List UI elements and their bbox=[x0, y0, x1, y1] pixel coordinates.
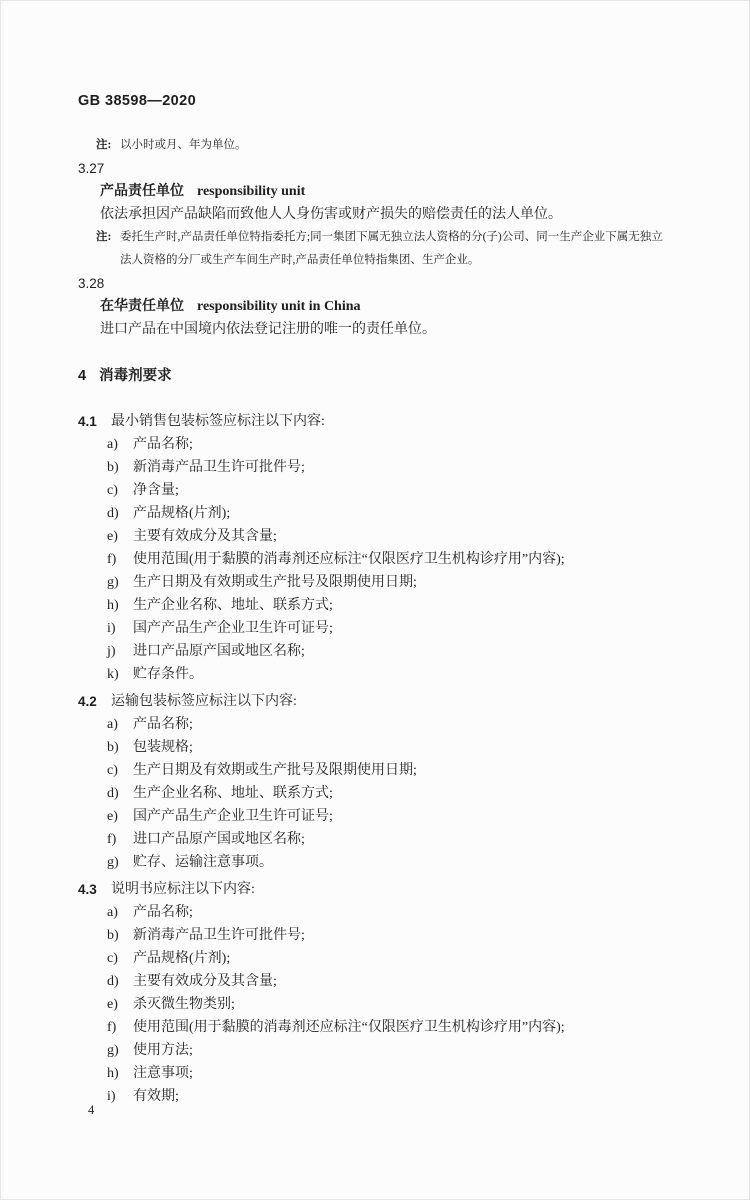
clause-heading bbox=[78, 878, 678, 901]
list-item bbox=[107, 901, 678, 924]
note-label: 注: bbox=[96, 231, 112, 243]
item-text: 产品名称; bbox=[133, 717, 193, 732]
item-text: 产品规格(片剂); bbox=[133, 506, 231, 521]
item-letter: i) bbox=[107, 1089, 116, 1104]
item-letter: a) bbox=[107, 905, 118, 920]
list-item bbox=[107, 828, 678, 851]
clause-item-list bbox=[78, 433, 678, 686]
term-title-en: responsibility unit bbox=[197, 184, 306, 199]
item-text: 使用范围(用于黏膜的消毒剂还应标注“仅限医疗卫生机构诊疗用”内容); bbox=[133, 552, 565, 567]
term-title-en: responsibility unit in China bbox=[197, 299, 361, 314]
clause-number: 4.1 bbox=[78, 414, 97, 429]
item-letter: e) bbox=[107, 997, 118, 1012]
note-label: 注: bbox=[96, 139, 112, 151]
item-letter: b) bbox=[107, 928, 119, 943]
list-item bbox=[107, 456, 678, 479]
list-item bbox=[107, 782, 678, 805]
list-item bbox=[107, 663, 678, 686]
item-letter: d) bbox=[107, 974, 119, 989]
list-item bbox=[107, 924, 678, 947]
item-text: 生产日期及有效期或生产批号及限期使用日期; bbox=[133, 575, 417, 590]
term-title-328 bbox=[100, 295, 678, 318]
item-letter: c) bbox=[107, 483, 118, 498]
term-number-327: 3.27 bbox=[78, 161, 105, 176]
list-item bbox=[107, 479, 678, 502]
item-text: 有效期; bbox=[133, 1089, 179, 1104]
list-item bbox=[107, 759, 678, 782]
clause-item-list bbox=[78, 713, 678, 874]
clause-item-list bbox=[78, 901, 678, 1108]
item-text: 主要有效成分及其含量; bbox=[133, 529, 277, 544]
item-text: 净含量; bbox=[133, 483, 179, 498]
note-text: 委托生产时,产品责任单位特指委托方;同一集团下属无独立法人资格的分(子)公司、同一生产企业下属无独立法人资格的分厂或生产车间生产时,产品责任单位特指集团、生产企业。 bbox=[120, 231, 663, 266]
list-item bbox=[107, 736, 678, 759]
clause-4-2 bbox=[78, 690, 678, 874]
section-number: 4 bbox=[78, 368, 87, 384]
item-text: 生产日期及有效期或生产批号及限期使用日期; bbox=[133, 763, 417, 778]
item-letter: c) bbox=[107, 951, 118, 966]
clause-heading bbox=[78, 690, 678, 713]
clause-number: 4.3 bbox=[78, 882, 97, 897]
list-item bbox=[107, 525, 678, 548]
list-item bbox=[107, 970, 678, 993]
item-text: 生产企业名称、地址、联系方式; bbox=[133, 598, 333, 613]
clause-4-1 bbox=[78, 410, 678, 686]
item-letter: e) bbox=[107, 809, 118, 824]
item-text: 贮存、运输注意事项。 bbox=[133, 855, 273, 870]
list-item bbox=[107, 805, 678, 828]
list-item bbox=[107, 502, 678, 525]
clause-intro: 运输包装标签应标注以下内容: bbox=[111, 694, 297, 709]
item-letter: h) bbox=[107, 598, 119, 613]
term-definition-328: 进口产品在中国境内依法登记注册的唯一的责任单位。 bbox=[100, 322, 436, 337]
list-item bbox=[107, 594, 678, 617]
item-text: 包装规格; bbox=[133, 740, 193, 755]
item-text: 杀灭微生物类别; bbox=[133, 997, 235, 1012]
clause-intro: 说明书应标注以下内容: bbox=[111, 882, 255, 897]
list-item bbox=[107, 713, 678, 736]
section-heading bbox=[78, 365, 678, 388]
list-item bbox=[107, 851, 678, 874]
item-letter: f) bbox=[107, 832, 117, 847]
item-text: 新消毒产品卫生许可批件号; bbox=[133, 460, 305, 475]
term-number-328: 3.28 bbox=[78, 276, 105, 291]
item-text: 产品名称; bbox=[133, 905, 193, 920]
item-text: 国产产品生产企业卫生许可证号; bbox=[133, 621, 333, 636]
item-letter: f) bbox=[107, 1020, 117, 1035]
list-item bbox=[107, 993, 678, 1016]
item-letter: f) bbox=[107, 552, 117, 567]
item-letter: c) bbox=[107, 763, 118, 778]
term-title-zh: 产品责任单位 bbox=[100, 184, 184, 199]
item-letter: g) bbox=[107, 855, 119, 870]
item-letter: j) bbox=[107, 644, 116, 659]
item-text: 产品规格(片剂); bbox=[133, 951, 231, 966]
list-item bbox=[107, 1039, 678, 1062]
clause-4-3 bbox=[78, 878, 678, 1108]
list-item bbox=[107, 1085, 678, 1108]
clause-heading bbox=[78, 410, 678, 433]
item-letter: b) bbox=[107, 740, 119, 755]
item-letter: g) bbox=[107, 575, 119, 590]
item-letter: d) bbox=[107, 506, 119, 521]
page-content bbox=[78, 90, 678, 1108]
item-text: 产品名称; bbox=[133, 437, 193, 452]
item-letter: a) bbox=[107, 717, 118, 732]
item-text: 注意事项; bbox=[133, 1066, 193, 1081]
item-text: 进口产品原产国或地区名称; bbox=[133, 644, 305, 659]
item-letter: a) bbox=[107, 437, 118, 452]
note-text: 以小时或月、年为单位。 bbox=[120, 139, 247, 151]
page-number: 4 bbox=[88, 1103, 95, 1117]
list-item bbox=[107, 640, 678, 663]
item-text: 进口产品原产国或地区名称; bbox=[133, 832, 305, 847]
list-item bbox=[107, 1062, 678, 1085]
note-327 bbox=[96, 226, 678, 272]
list-item bbox=[107, 617, 678, 640]
item-text: 生产企业名称、地址、联系方式; bbox=[133, 786, 333, 801]
item-text: 主要有效成分及其含量; bbox=[133, 974, 277, 989]
clause-intro: 最小销售包装标签应标注以下内容: bbox=[111, 414, 325, 429]
item-text: 国产产品生产企业卫生许可证号; bbox=[133, 809, 333, 824]
item-text: 新消毒产品卫生许可批件号; bbox=[133, 928, 305, 943]
item-letter: h) bbox=[107, 1066, 119, 1081]
item-letter: d) bbox=[107, 786, 119, 801]
item-letter: i) bbox=[107, 621, 116, 636]
list-item bbox=[107, 571, 678, 594]
item-letter: k) bbox=[107, 667, 119, 682]
item-text: 使用方法; bbox=[133, 1043, 193, 1058]
item-letter: g) bbox=[107, 1043, 119, 1058]
note-3-26 bbox=[96, 134, 678, 157]
item-text: 使用范围(用于黏膜的消毒剂还应标注“仅限医疗卫生机构诊疗用”内容); bbox=[133, 1020, 565, 1035]
item-letter: e) bbox=[107, 529, 118, 544]
clause-number: 4.2 bbox=[78, 694, 97, 709]
list-item bbox=[107, 548, 678, 571]
list-item bbox=[107, 1016, 678, 1039]
list-item bbox=[107, 433, 678, 456]
doc-code-header: GB 38598—2020 bbox=[78, 93, 197, 109]
term-title-327 bbox=[100, 180, 678, 203]
term-title-zh: 在华责任单位 bbox=[100, 299, 184, 314]
term-definition-327: 依法承担因产品缺陷而致他人人身伤害或财产损失的赔偿责任的法人单位。 bbox=[100, 207, 562, 222]
section-title: 消毒剂要求 bbox=[99, 368, 172, 384]
item-letter: b) bbox=[107, 460, 119, 475]
item-text: 贮存条件。 bbox=[133, 667, 203, 682]
list-item bbox=[107, 947, 678, 970]
